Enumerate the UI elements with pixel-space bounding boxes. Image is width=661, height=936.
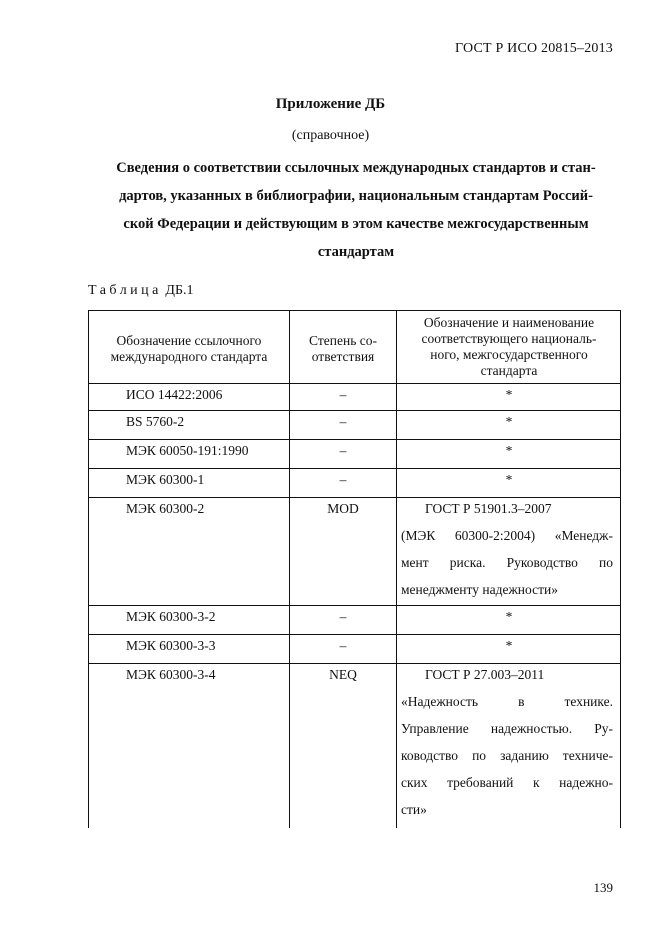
heading-line: стандартам [317,244,395,260]
table-cell-code: BS 5760-2 [126,414,185,429]
header-line: ответствия [311,349,375,364]
header-correspondence-degree [290,333,396,365]
page-number: 139 [593,880,613,895]
table-cell-ref-line: ских требований к надежно- [401,775,613,790]
header-line: Обозначение и наименование [423,315,595,330]
table-cell-code: МЭК 60050-191:1990 [126,443,249,458]
header-line: Степень со- [309,333,377,348]
table-cell-ref: * [505,609,513,624]
header-line: ного, межгосударственного [430,347,588,362]
table-cell-degree: – [339,443,347,458]
table-cell-degree: MOD [327,501,359,516]
header-line: международного стандарта [110,349,268,364]
table-cell-ref: * [505,472,513,487]
table-cell-degree: – [339,609,347,624]
table-cell-ref-line: ГОСТ Р 27.003–2011 [425,667,545,682]
table-cell-degree: NEQ [329,667,357,682]
table-cell-ref-line: сти» [401,802,427,817]
table-cell-code: ИСО 14422:2006 [126,387,223,402]
table-cell-ref: * [505,387,513,402]
table-cell-code: МЭК 60300-2 [126,501,205,516]
table-cell-ref-line: Управление надежностью. Ру- [401,721,613,736]
table-cell-ref-line: менеджменту надежности» [401,582,558,597]
table-label-number: ДБ.1 [165,283,194,298]
table-cell-ref-line: мент риска. Руководство по [401,555,613,570]
table-cell-code: МЭК 60300-3-3 [126,638,216,653]
table-cell-ref: * [505,443,513,458]
appendix-title: Приложение ДБ [275,96,386,112]
header-national-standard [398,315,620,379]
table-cell-code: МЭК 60300-3-2 [126,609,216,624]
header-line: Обозначение ссылочного [116,333,262,348]
table-cell-degree: – [339,387,347,402]
table-cell-degree: – [339,414,347,429]
table-label [88,283,193,299]
heading-line: Сведения о соответствии ссылочных международных стандартов и стан- [116,160,596,176]
table-cell-ref-line: ководство по заданию техниче- [401,748,613,763]
table-cell-degree: – [339,472,347,487]
header-line: стандарта [480,363,538,378]
table-label-word: Таблица [88,283,162,298]
table-cell-degree: – [339,638,347,653]
document-standard-id: ГОСТ Р ИСО 20815–2013 [455,41,613,56]
table-cell-ref: * [505,414,513,429]
appendix-subtitle: (справочное) [291,128,370,143]
appendix-heading [88,154,624,266]
table-cell-ref-line: ГОСТ Р 51901.3–2007 [425,501,552,516]
table-cell-code: МЭК 60300-3-4 [126,667,216,682]
table-cell-code: МЭК 60300-1 [126,472,205,487]
heading-line: дартов, указанных в библиографии, национальным стандартам Россий- [119,188,593,204]
header-line: соответствующего националь- [421,331,597,346]
table-cell-ref: * [505,638,513,653]
header-reference-standard [90,333,288,365]
table-cell-ref-line: «Надежность в технике. [401,694,613,709]
heading-line: ской Федерации и действующим в этом качестве межгосударственным [123,216,589,232]
table-cell-ref-line: (МЭК 60300-2:2004) «Менедж- [401,528,613,543]
